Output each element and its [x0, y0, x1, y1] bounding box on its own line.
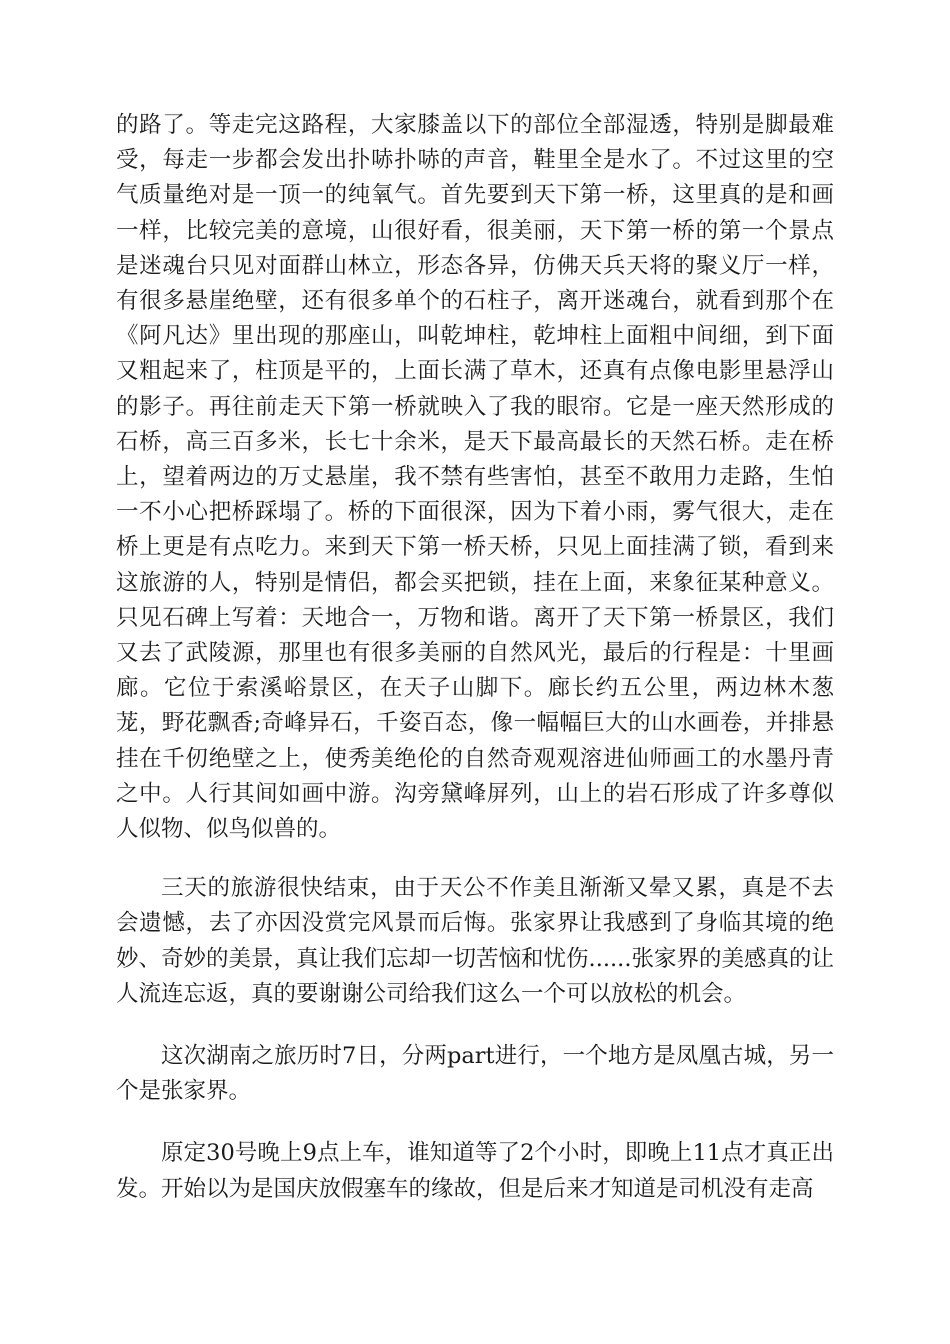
paragraph-4: 原定30号晚上9点上车，谁知道等了2个小时，即晚上11点才真正出发。开始以为是国庆放假塞车的缘故，但是后来才知道是司机没有走高 — [116, 1140, 834, 1202]
paragraph-2: 三天的旅游很快结束，由于天公不作美且渐渐又晕又累，真是不去会遗憾，去了亦因没赏完风景而后悔。张家界让我感到了身临其境的绝妙、奇妙的美景，真让我们忘却一切苦恼和忧伤......张家界的美感真的让人流连忘返，真的要谢谢公司给我们这么一个可以放松的机会。 — [116, 875, 834, 1007]
paragraph-3: 这次湖南之旅历时7日，分两part进行，一个地方是凤凰古城，另一个是张家界。 — [116, 1043, 834, 1105]
document-page — [116, 108, 834, 1207]
paragraph-1: 的路了。等走完这路程，大家膝盖以下的部位全部湿透，特别是脚最难受，每走一步都会发出扑哧扑哧的声音，鞋里全是水了。不过这里的空气质量绝对是一顶一的纯氧气。首先要到天下第一桥，这里真的是和画一样，比较完美的意境，山很好看，很美丽，天下第一桥的第一个景点是迷魂台只见对面群山林立，形态各异，仿佛天兵天将的聚义厅一样，有很多悬崖绝壁，还有很多单个的石柱子，离开迷魂台，就看到那个在《阿凡达》里出现的那座山，叫乾坤柱，乾坤柱上面粗中间细，到下面又粗起来了，柱顶是平的，上面长满了草木，还真有点像电影里悬浮山的影子。再往前走天下第一桥就映入了我的眼帘。它是一座天然形成的石桥，高三百多米，长七十余米，是天下最高最长的天然石桥。走在桥上，望着两边的万丈悬崖，我不禁有些害怕，甚至不敢用力走路，生怕一不小心把桥踩塌了。桥的下面很深，因为下着小雨，雾气很大，走在桥上更是有点吃力。来到天下第一桥天桥，只见上面挂满了锁，看到来这旅游的人，特别是情侣，都会买把锁，挂在上面，来象征某种意义。只见石碑上写着：天地合一，万物和谐。离开了天下第一桥景区，我们又去了武陵源，那里也有很多美丽的自然风光，最后的行程是：十里画廊。它位于索溪峪景区，在天子山脚下。廊长约五公里，两边林木葱茏，野花飘香;奇峰异石，千姿百态，像一幅幅巨大的山水画卷，并排悬挂在千仞绝壁之上，使秀美绝伦的自然奇观观溶进仙师画工的水墨丹青之中。人行其间如画中游。沟旁黛峰屏列，山上的岩石形成了许多尊似人似物、似鸟似兽的。 — [116, 112, 834, 843]
